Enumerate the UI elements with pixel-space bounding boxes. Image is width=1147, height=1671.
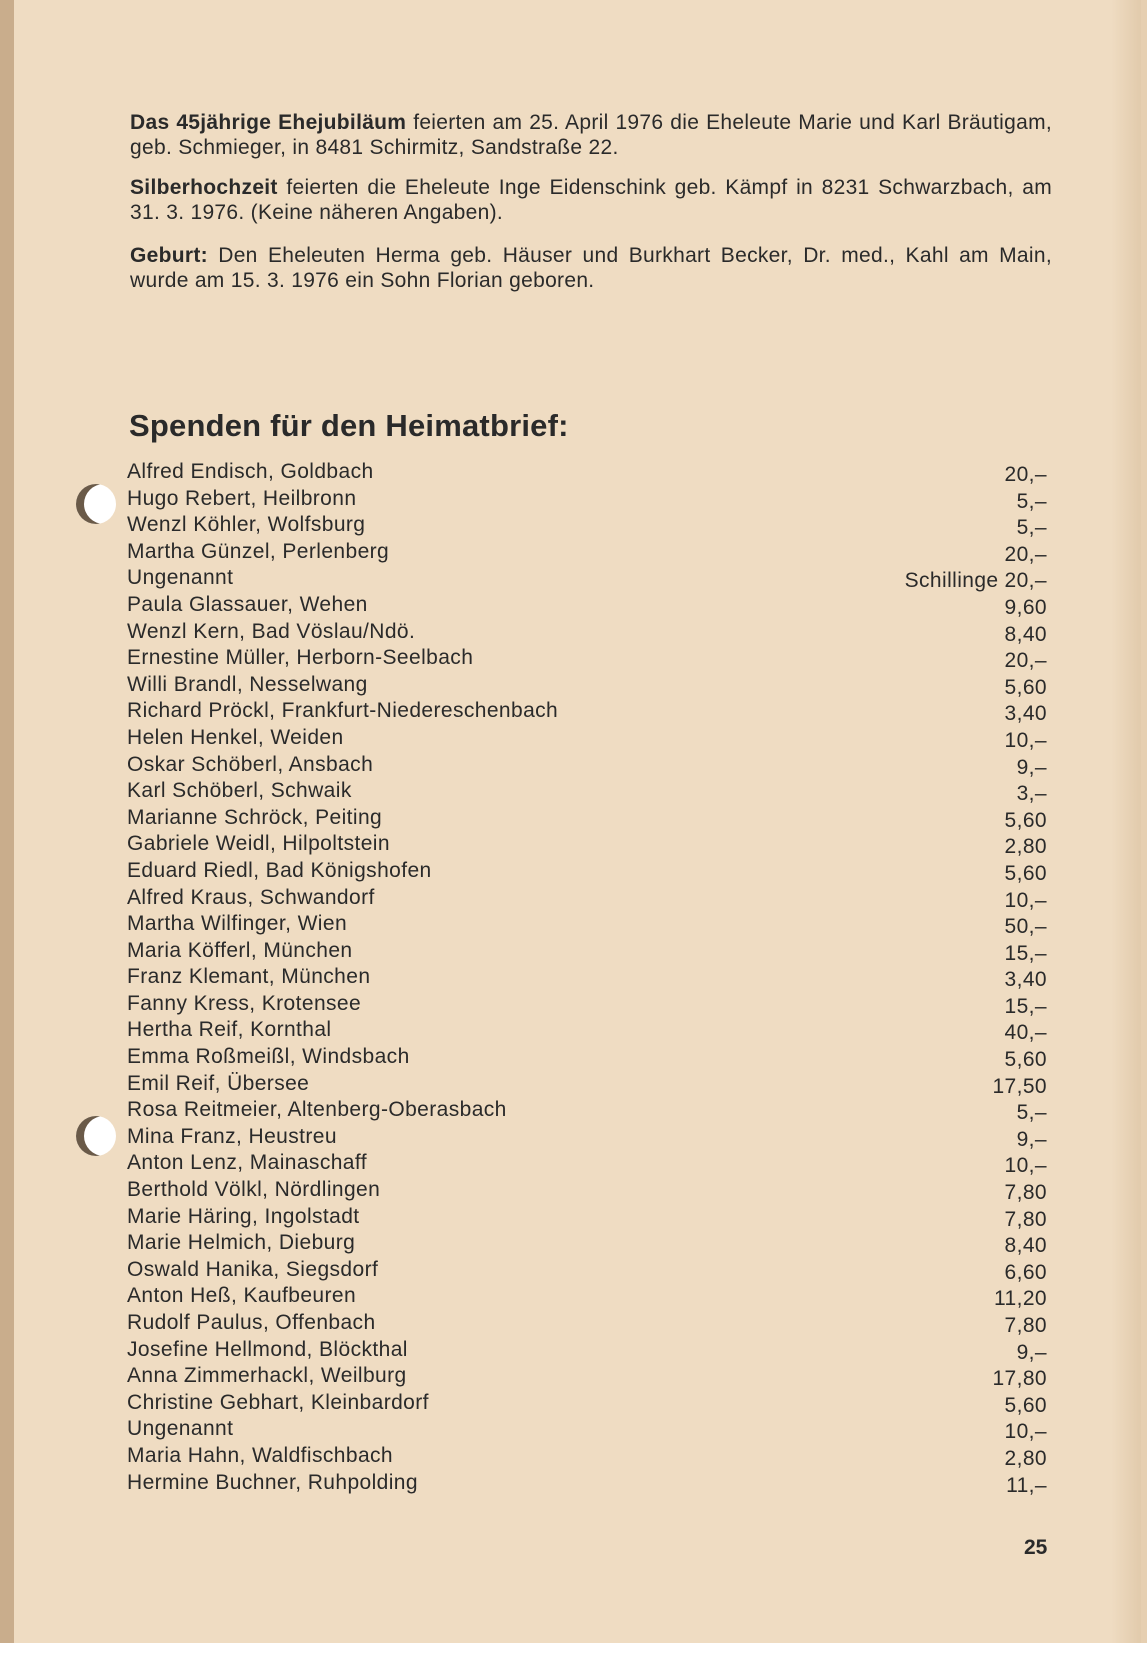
- donation-row: [127, 1311, 1047, 1338]
- amount-value: 9,–: [1016, 1340, 1047, 1364]
- donation-amount: [1005, 809, 1047, 833]
- donation-row: [127, 566, 1047, 593]
- donation-row: [127, 513, 1047, 540]
- donor-name: Hermine Buchner, Ruhpolding: [127, 1470, 418, 1494]
- amount-value: 5,60: [1004, 808, 1047, 832]
- donation-row: [127, 1258, 1047, 1285]
- donor-name: Karl Schöberl, Schwaik: [127, 779, 352, 803]
- donation-amount: [1005, 623, 1047, 647]
- donor-name: Rosa Reitmeier, Altenberg-Oberasbach: [127, 1098, 507, 1122]
- amount-value: 9,60: [1004, 595, 1047, 619]
- donor-name: Eduard Riedl, Bad Königshofen: [127, 858, 432, 882]
- donor-name: Oswald Hanika, Siegsdorf: [127, 1257, 379, 1281]
- donation-amount: [1005, 835, 1047, 859]
- donation-amount: [1005, 1208, 1047, 1232]
- donation-row: [127, 806, 1047, 833]
- donation-amount: [1017, 1341, 1047, 1365]
- amount-value: 10,–: [1004, 1154, 1047, 1178]
- donation-row: [127, 992, 1047, 1019]
- amount-value: 2,80: [1004, 835, 1047, 859]
- donation-row: [127, 939, 1047, 966]
- amount-value: 8,40: [1004, 1234, 1047, 1258]
- amount-value: 20,–: [1004, 542, 1047, 566]
- donor-name: Ernestine Müller, Herborn-Seelbach: [127, 646, 474, 670]
- donation-amount: [994, 1287, 1047, 1311]
- donation-amount: [992, 1367, 1047, 1391]
- donation-row: [127, 593, 1047, 620]
- amount-value: 5,60: [1004, 1048, 1047, 1072]
- donation-row: [127, 726, 1047, 753]
- donor-name: Oskar Schöberl, Ansbach: [127, 752, 374, 776]
- amount-value: 5,60: [1004, 861, 1047, 885]
- donor-name: Anna Zimmerhackl, Weilburg: [127, 1364, 407, 1388]
- amount-value: 17,80: [992, 1367, 1047, 1391]
- amount-value: 40,–: [1004, 1021, 1047, 1045]
- donation-amount: [1017, 1101, 1047, 1125]
- donor-name: Martha Günzel, Perlenberg: [127, 539, 390, 563]
- binding-hole: [76, 484, 116, 524]
- donation-row: [127, 646, 1047, 673]
- donation-amount: [1005, 1181, 1047, 1205]
- donations-list: [127, 460, 1047, 1497]
- donor-name: Ungenannt: [127, 1417, 234, 1441]
- amount-value: 5,–: [1016, 516, 1047, 540]
- donor-name: Marie Häring, Ingolstadt: [127, 1204, 360, 1228]
- amount-value: 10,–: [1004, 1420, 1047, 1444]
- donation-amount: [1005, 1394, 1047, 1418]
- amount-value: 5,–: [1016, 1101, 1047, 1125]
- donation-row: [127, 1125, 1047, 1152]
- donation-amount: [1005, 702, 1047, 726]
- donor-name: Wenzl Köhler, Wolfsburg: [127, 513, 366, 537]
- amount-value: 11,–: [1006, 1473, 1047, 1497]
- silver-wedding-paragraph: [130, 175, 1052, 225]
- amount-value: 5,60: [1004, 1393, 1047, 1417]
- donation-amount: [1005, 1447, 1047, 1471]
- donor-name: Christine Gebhart, Kleinbardorf: [127, 1390, 429, 1414]
- donor-name: Josefine Hellmond, Blöckthal: [127, 1337, 408, 1361]
- donation-amount: [1005, 1154, 1047, 1178]
- donation-row: [127, 753, 1047, 780]
- donor-name: Alfred Endisch, Goldbach: [127, 460, 374, 483]
- currency-note: Schillinge: [904, 569, 999, 593]
- donation-row: [127, 487, 1047, 514]
- donation-row: [127, 1045, 1047, 1072]
- donation-amount: [1017, 516, 1047, 540]
- donor-name: Gabriele Weidl, Hilpoltstein: [127, 832, 390, 856]
- binding-hole: [76, 1116, 116, 1156]
- donor-name: Maria Hahn, Waldfischbach: [127, 1443, 393, 1467]
- amount-value: 2,80: [1004, 1446, 1047, 1470]
- donation-row: [127, 1178, 1047, 1205]
- donor-name: Anton Heß, Kaufbeuren: [127, 1284, 357, 1308]
- amount-value: 6,60: [1004, 1260, 1047, 1284]
- amount-value: 10,–: [1004, 888, 1047, 912]
- donation-amount: [1005, 1234, 1047, 1258]
- silver-wedding-lead: Silberhochzeit: [130, 176, 278, 199]
- page-bottom-margin: [0, 1643, 1147, 1671]
- donor-name: Anton Lenz, Mainaschaff: [127, 1151, 367, 1175]
- amount-value: 3,40: [1004, 968, 1047, 992]
- donor-name: Franz Klemant, München: [127, 965, 371, 989]
- amount-value: 7,80: [1004, 1181, 1047, 1205]
- donation-row: [127, 1444, 1047, 1471]
- donor-name: Mina Franz, Heustreu: [127, 1124, 337, 1148]
- donation-row: [127, 620, 1047, 647]
- donor-name: Rudolf Paulus, Offenbach: [127, 1311, 376, 1334]
- donation-amount: [1017, 490, 1047, 514]
- donation-row: [127, 540, 1047, 567]
- donation-row: [127, 1338, 1047, 1365]
- anniversary-text: feierten am 25. April 1976 die Eheleute Marie und Karl Bräutigam, geb. Schmieger, in 8481 Schirmitz, Sandstraße 22.: [130, 111, 1052, 159]
- amount-value: 8,40: [1004, 622, 1047, 646]
- donation-amount: [1005, 942, 1047, 966]
- donor-name: Marianne Schröck, Peiting: [127, 805, 383, 829]
- donation-amount: [1005, 729, 1047, 753]
- donor-name: Maria Köfferl, München: [127, 938, 353, 962]
- donation-amount: [1005, 1048, 1047, 1072]
- donation-row: [127, 699, 1047, 726]
- donation-amount: [1005, 889, 1047, 913]
- donation-amount: [1005, 1314, 1047, 1338]
- donation-row: [127, 1471, 1047, 1498]
- donation-row: [127, 1391, 1047, 1418]
- donation-amount: [1005, 596, 1047, 620]
- donation-row: [127, 779, 1047, 806]
- anniversary-paragraph: [130, 110, 1052, 160]
- donation-amount: [1005, 915, 1047, 939]
- donation-row: [127, 460, 1047, 487]
- page-number: 25: [1024, 1536, 1048, 1559]
- amount-value: 10,–: [1004, 728, 1047, 752]
- donation-amount: [1017, 782, 1047, 806]
- donation-amount: [1005, 649, 1047, 673]
- amount-value: 5,–: [1016, 489, 1047, 513]
- page-edge-shadow: [1111, 0, 1141, 1671]
- amount-value: 20,–: [1004, 569, 1047, 593]
- donation-amount: [1005, 1420, 1047, 1444]
- donation-amount: [1005, 1261, 1047, 1285]
- amount-value: 11,20: [994, 1287, 1047, 1311]
- donor-name: Alfred Kraus, Schwandorf: [127, 885, 375, 909]
- donor-name: Marie Helmich, Dieburg: [127, 1231, 356, 1255]
- amount-value: 3,–: [1016, 782, 1047, 806]
- donation-amount: [1005, 463, 1047, 487]
- donor-name: Helen Henkel, Weiden: [127, 725, 344, 749]
- birth-lead: Geburt:: [130, 244, 208, 267]
- donation-amount: [1017, 1128, 1047, 1152]
- amount-value: 7,80: [1004, 1314, 1047, 1337]
- donor-name: Wenzl Kern, Bad Vöslau/Ndö.: [127, 619, 416, 643]
- amount-value: 9,–: [1016, 755, 1047, 779]
- donation-row: [127, 912, 1047, 939]
- donation-amount: [905, 569, 1047, 593]
- donation-row: [127, 886, 1047, 913]
- amount-value: 9,–: [1016, 1127, 1047, 1151]
- donation-amount: [1005, 862, 1047, 886]
- anniversary-lead: Das 45jährige Ehejubiläum: [130, 111, 407, 134]
- donation-row: [127, 1364, 1047, 1391]
- amount-value: 17,50: [992, 1074, 1047, 1098]
- donation-amount: [1005, 995, 1047, 1019]
- amount-value: 50,–: [1004, 915, 1047, 939]
- donation-row: [127, 1417, 1047, 1444]
- donation-row: [127, 1284, 1047, 1311]
- amount-value: 15,–: [1004, 941, 1047, 965]
- donor-name: Willi Brandl, Nesselwang: [127, 672, 368, 696]
- donation-row: [127, 1231, 1047, 1258]
- amount-value: 20,–: [1004, 649, 1047, 673]
- donation-amount: [1005, 968, 1047, 992]
- donation-amount: [1005, 1021, 1047, 1045]
- donor-name: Emma Roßmeißl, Windsbach: [127, 1045, 410, 1069]
- amount-value: 3,40: [1004, 702, 1047, 726]
- birth-text: Den Eheleuten Herma geb. Häuser und Burkhart Becker, Dr. med., Kahl am Main, wurde am 15. 3. 1976 ein Sohn Florian geboren.: [130, 244, 1052, 292]
- donor-name: Richard Pröckl, Frankfurt-Niedereschenbach: [127, 699, 559, 723]
- birth-paragraph: [130, 243, 1052, 293]
- donation-row: [127, 1072, 1047, 1099]
- donor-name: Berthold Völkl, Nördlingen: [127, 1178, 381, 1202]
- donation-row: [127, 1098, 1047, 1125]
- donor-name: Emil Reif, Übersee: [127, 1071, 310, 1095]
- donation-amount: [992, 1075, 1047, 1099]
- donation-amount: [1005, 543, 1047, 567]
- amount-value: 20,–: [1004, 463, 1047, 486]
- donor-name: Paula Glassauer, Wehen: [127, 592, 368, 616]
- donation-amount: [1017, 756, 1047, 780]
- donation-row: [127, 673, 1047, 700]
- donation-amount: [1006, 1474, 1047, 1498]
- donation-row: [127, 832, 1047, 859]
- donations-heading: Spenden für den Heimatbrief:: [129, 408, 569, 443]
- amount-value: 7,80: [1004, 1207, 1047, 1231]
- donation-amount: [1005, 676, 1047, 700]
- donation-row: [127, 1151, 1047, 1178]
- donation-row: [127, 965, 1047, 992]
- donor-name: Fanny Kress, Krotensee: [127, 991, 362, 1015]
- amount-value: 15,–: [1004, 994, 1047, 1018]
- donor-name: Ungenannt: [127, 566, 234, 590]
- donation-row: [127, 1205, 1047, 1232]
- silver-wedding-text: feierten die Eheleute Inge Eidenschink geb. Kämpf in 8231 Schwarzbach, am 31. 3. 1976. (Keine näheren Angaben).: [130, 176, 1052, 224]
- donation-row: [127, 859, 1047, 886]
- donor-name: Hugo Rebert, Heilbronn: [127, 486, 357, 510]
- donor-name: Hertha Reif, Kornthal: [127, 1018, 332, 1042]
- amount-value: 5,60: [1004, 675, 1047, 699]
- donation-row: [127, 1018, 1047, 1045]
- donor-name: Martha Wilfinger, Wien: [127, 912, 348, 936]
